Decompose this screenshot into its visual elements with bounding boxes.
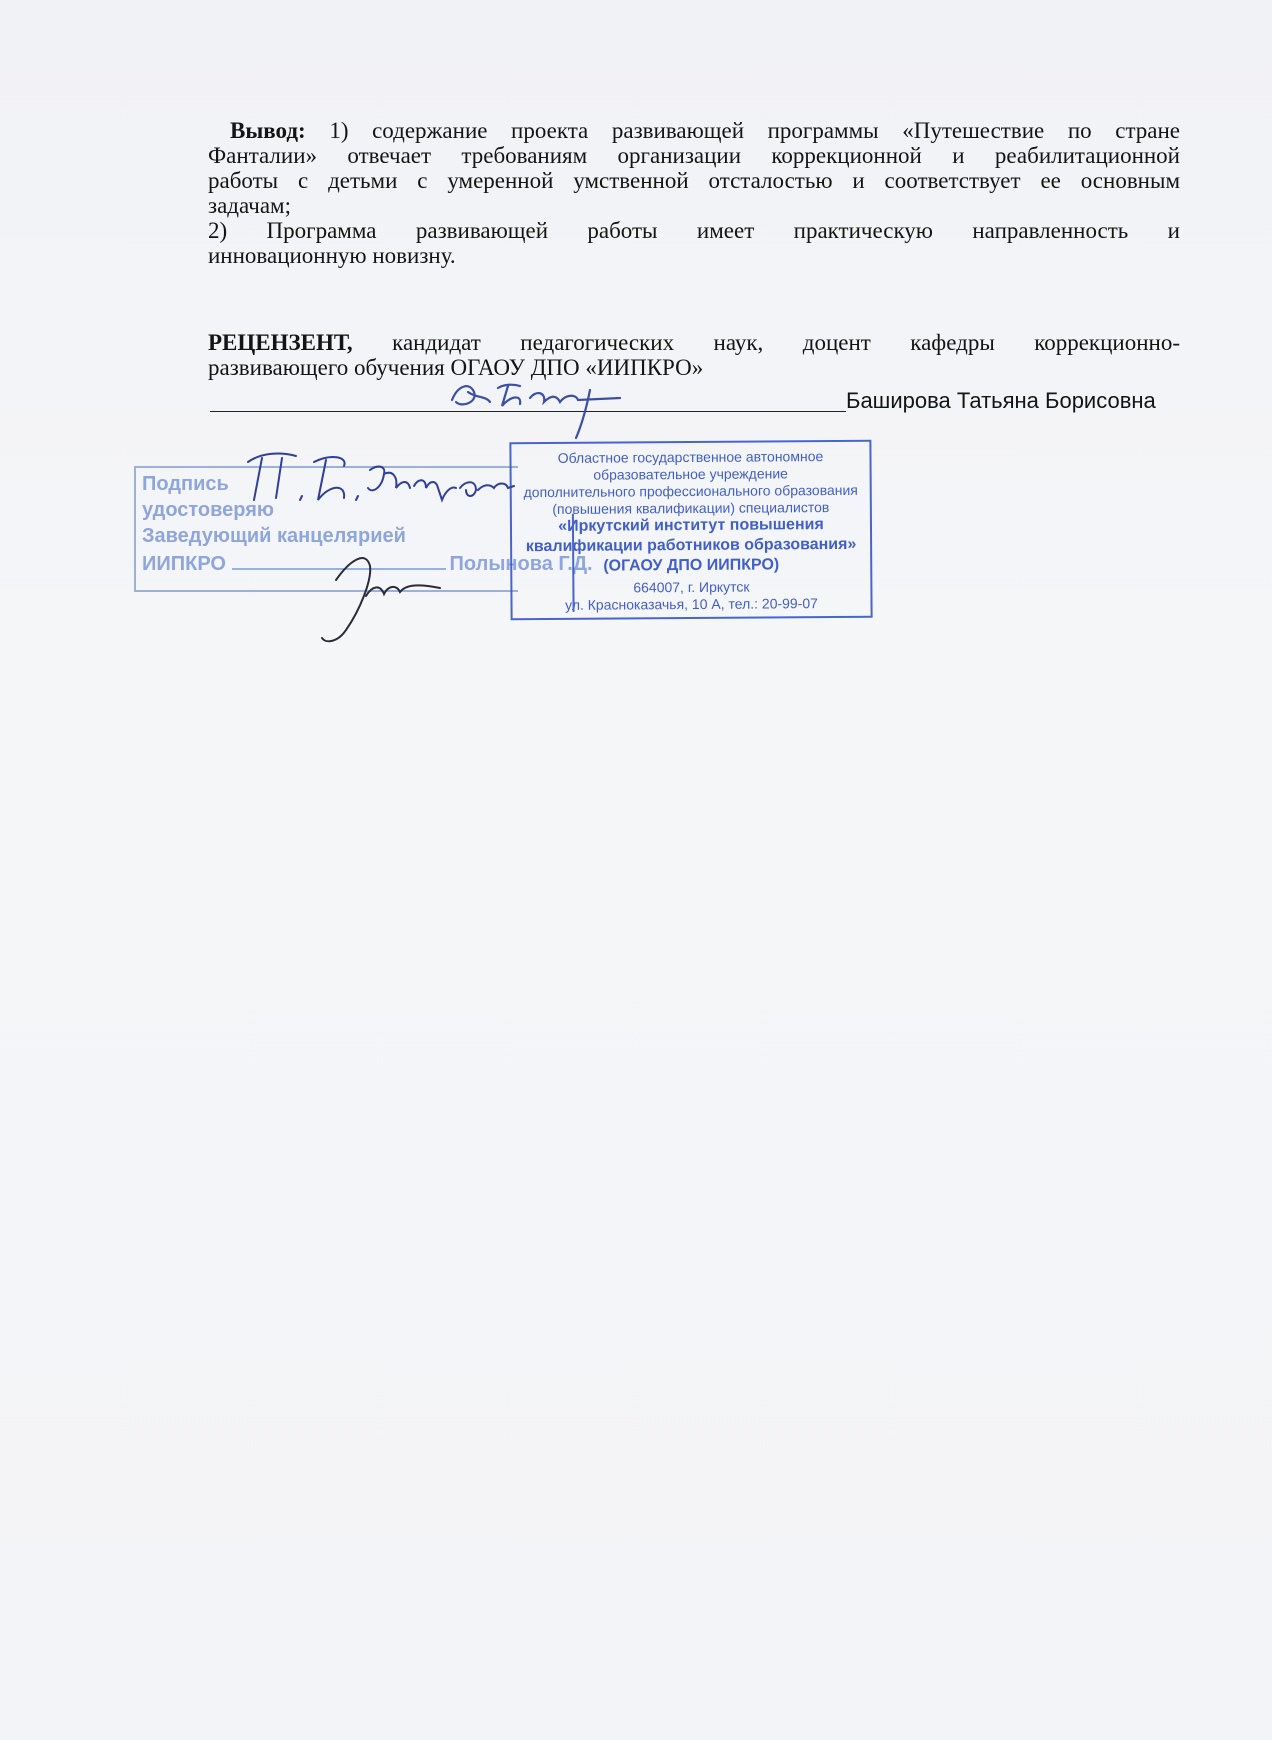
conclusion-line-6: инновационную новизну. <box>208 243 456 268</box>
stamp-line-2: образовательное учреждение <box>593 465 788 483</box>
stamp-line-6: квалификации работников образования» <box>525 535 857 556</box>
conclusion-line-2: Фанталии» отвечает требованиям организации коррекционной и реабилитационной <box>208 143 1180 168</box>
reviewer-line-2: развивающего обучения ОГАОУ ДПО «ИИПКРО» <box>208 355 704 380</box>
stamp-line-5: «Иркутский институт повышения <box>558 516 824 535</box>
reviewer-signature-icon <box>452 385 620 438</box>
conclusion-line-1: Вывод: 1) содержание проекта развивающей программы «Путешествие по стране <box>230 118 1180 143</box>
cert-line-4: ИИПКРО Полынова Г.Д. <box>142 553 593 575</box>
reviewer-name: Баширова Татьяна Борисовна <box>846 388 1156 413</box>
certifier-signature-icon <box>322 558 440 641</box>
stamp-line-7: (ОГАОУ ДПО ИИПКРО) <box>603 556 780 575</box>
stamp-line-1: Областное государственное автономное <box>557 448 824 466</box>
cert-signer: Полынова Г.Д. <box>449 553 593 575</box>
reviewer-label: РЕЦЕНЗЕНТ, <box>208 330 353 355</box>
conclusion-line-4: задачам; <box>208 193 292 218</box>
stamp-line-9: ул. Красноказачья, 10 А, тел.: 20-99-07 <box>565 595 818 613</box>
reviewer-line-1: РЕЦЕНЗЕНТ, кандидат педагогических наук, доцент кафедры коррекционно- <box>208 330 1180 355</box>
conclusion-label: Вывод: <box>230 118 306 143</box>
conclusion-line-5: 2) Программа развивающей работы имеет практическую направленность и <box>208 218 1180 243</box>
cert-line-1: Подпись <box>142 473 229 495</box>
stamp-line-4: (повышения квалификации) специалистов <box>552 499 830 517</box>
certification-handwriting-icon <box>248 454 514 500</box>
cert-line-2: удостоверяю <box>142 499 275 521</box>
stamp-line-8: 664007, г. Иркутск <box>633 578 750 596</box>
conclusion-line-3: работы с детьми с умеренной умственной отсталостью и соответствует ее основным <box>208 168 1180 193</box>
stamp-line-3: дополнительного профессионального образования <box>523 481 858 501</box>
cert-line-3: Заведующий канцелярией <box>142 525 406 547</box>
